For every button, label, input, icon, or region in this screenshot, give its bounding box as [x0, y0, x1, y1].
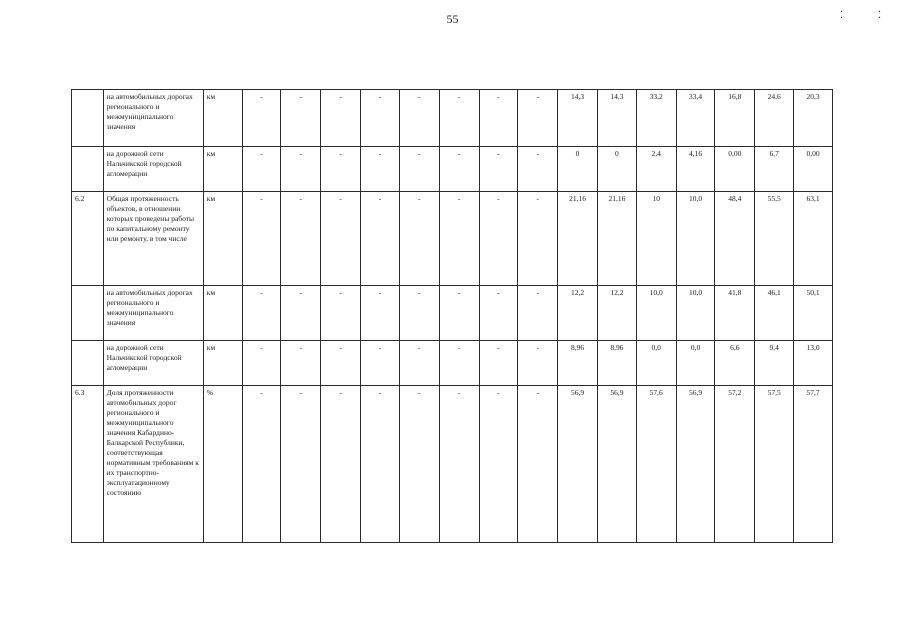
empty-value-cell: - [242, 286, 281, 341]
empty-value-cell: - [281, 286, 321, 341]
empty-value-cell: - [439, 90, 479, 147]
value-cell: 6,7 [755, 147, 794, 192]
empty-value-cell: - [399, 341, 439, 386]
indicator-name-cell: на автомобильных дорогах регионального и межмуниципального значения [103, 90, 203, 147]
empty-value-cell: - [281, 386, 321, 543]
value-cell: 56,9 [558, 386, 598, 543]
empty-value-cell: - [321, 286, 361, 341]
empty-value-cell: - [361, 341, 400, 386]
empty-value-cell: - [361, 192, 400, 286]
value-cell: 33,2 [636, 90, 676, 147]
empty-value-cell: - [439, 386, 479, 543]
value-cell: 14,3 [597, 90, 636, 147]
empty-value-cell: - [242, 90, 281, 147]
value-cell: 12,2 [558, 286, 598, 341]
value-cell: 10,0 [636, 286, 676, 341]
empty-value-cell: - [321, 147, 361, 192]
value-cell: 0,0 [636, 341, 676, 386]
empty-value-cell: - [361, 147, 400, 192]
empty-value-cell: - [242, 192, 281, 286]
row-number-cell: 6.2 [72, 192, 104, 286]
empty-value-cell: - [518, 90, 558, 147]
row-number-cell [72, 90, 104, 147]
empty-value-cell: - [399, 147, 439, 192]
empty-value-cell: - [281, 192, 321, 286]
unit-cell: км [203, 192, 242, 286]
empty-value-cell: - [399, 192, 439, 286]
value-cell: 2,4 [636, 147, 676, 192]
indicator-name-cell: Общая протяженность объектов, в отношении которых проведены работы по капитальному ремонту или ремонту, в том числе [103, 192, 203, 286]
empty-value-cell: - [361, 286, 400, 341]
empty-value-cell: - [399, 386, 439, 543]
value-cell: 12,2 [597, 286, 636, 341]
value-cell: 50,1 [794, 286, 833, 341]
empty-value-cell: - [399, 286, 439, 341]
empty-value-cell: - [479, 192, 518, 286]
value-cell: 0 [597, 147, 636, 192]
value-cell: 0 [558, 147, 598, 192]
value-cell: 4,16 [676, 147, 715, 192]
row-number-cell [72, 341, 104, 386]
table-row [72, 286, 833, 341]
row-number-cell [72, 286, 104, 341]
empty-value-cell: - [518, 341, 558, 386]
value-cell: 10,0 [676, 286, 715, 341]
empty-value-cell: - [439, 192, 479, 286]
value-cell: 0,00 [715, 147, 755, 192]
empty-value-cell: - [321, 90, 361, 147]
empty-value-cell: - [479, 147, 518, 192]
value-cell: 57,2 [715, 386, 755, 543]
value-cell: 57,7 [794, 386, 833, 543]
empty-value-cell: - [479, 286, 518, 341]
empty-value-cell: - [281, 147, 321, 192]
value-cell: 20,3 [794, 90, 833, 147]
value-cell: 56,9 [676, 386, 715, 543]
unit-cell: км [203, 90, 242, 147]
row-number-cell: 6.3 [72, 386, 104, 543]
value-cell: 0,0 [676, 341, 715, 386]
empty-value-cell: - [361, 90, 400, 147]
indicators-table [71, 89, 833, 543]
value-cell: 10 [636, 192, 676, 286]
value-cell: 9,4 [755, 341, 794, 386]
empty-value-cell: - [361, 386, 400, 543]
empty-value-cell: - [399, 90, 439, 147]
indicator-name-cell: на автомобильных дорогах регионального и межмуниципального значения [103, 286, 203, 341]
value-cell: 8,96 [558, 341, 598, 386]
value-cell: 21,16 [597, 192, 636, 286]
table-row [72, 147, 833, 192]
value-cell: 63,1 [794, 192, 833, 286]
value-cell: 48,4 [715, 192, 755, 286]
empty-value-cell: - [321, 192, 361, 286]
empty-value-cell: - [281, 341, 321, 386]
unit-cell: км [203, 341, 242, 386]
page-number: 55 [446, 12, 459, 26]
table-row [72, 192, 833, 286]
unit-cell: % [203, 386, 242, 543]
value-cell: 57,6 [636, 386, 676, 543]
empty-value-cell: - [479, 386, 518, 543]
value-cell: 46,1 [755, 286, 794, 341]
empty-value-cell: - [439, 147, 479, 192]
indicator-name-cell: Доля протяженности автомобильных дорог регионального и межмуниципального значения Кабардино-Балкарской Республики, соответствующая нормативным требованиям к их транспортно-эксплуатационному состоянию [103, 386, 203, 543]
empty-value-cell: - [479, 341, 518, 386]
table-row [72, 90, 833, 147]
value-cell: 24,6 [755, 90, 794, 147]
empty-value-cell: - [439, 341, 479, 386]
value-cell: 6,6 [715, 341, 755, 386]
table-row [72, 341, 833, 386]
value-cell: 56,9 [597, 386, 636, 543]
empty-value-cell: - [321, 341, 361, 386]
unit-cell: км [203, 147, 242, 192]
empty-value-cell: - [242, 341, 281, 386]
value-cell: 55,5 [755, 192, 794, 286]
value-cell: 16,8 [715, 90, 755, 147]
value-cell: 10,0 [676, 192, 715, 286]
table-row [72, 386, 833, 543]
value-cell: 8,96 [597, 341, 636, 386]
empty-value-cell: - [479, 90, 518, 147]
empty-value-cell: - [242, 386, 281, 543]
value-cell: 57,5 [755, 386, 794, 543]
value-cell: 21,16 [558, 192, 598, 286]
empty-value-cell: - [518, 192, 558, 286]
unit-cell: км [203, 286, 242, 341]
value-cell: 0,00 [794, 147, 833, 192]
scan-mark: ⁚ [840, 10, 844, 21]
value-cell: 13,0 [794, 341, 833, 386]
value-cell: 14,3 [558, 90, 598, 147]
row-number-cell [72, 147, 104, 192]
empty-value-cell: - [281, 90, 321, 147]
empty-value-cell: - [518, 147, 558, 192]
empty-value-cell: - [321, 386, 361, 543]
empty-value-cell: - [518, 286, 558, 341]
empty-value-cell: - [242, 147, 281, 192]
empty-value-cell: - [518, 386, 558, 543]
empty-value-cell: - [439, 286, 479, 341]
indicator-name-cell: на дорожной сети Нальчикской городской агломерации [103, 341, 203, 386]
value-cell: 33,4 [676, 90, 715, 147]
value-cell: 41,8 [715, 286, 755, 341]
indicator-name-cell: на дорожной сети Нальчикской городской агломерации [103, 147, 203, 192]
scan-mark: ⁚ [878, 10, 882, 21]
